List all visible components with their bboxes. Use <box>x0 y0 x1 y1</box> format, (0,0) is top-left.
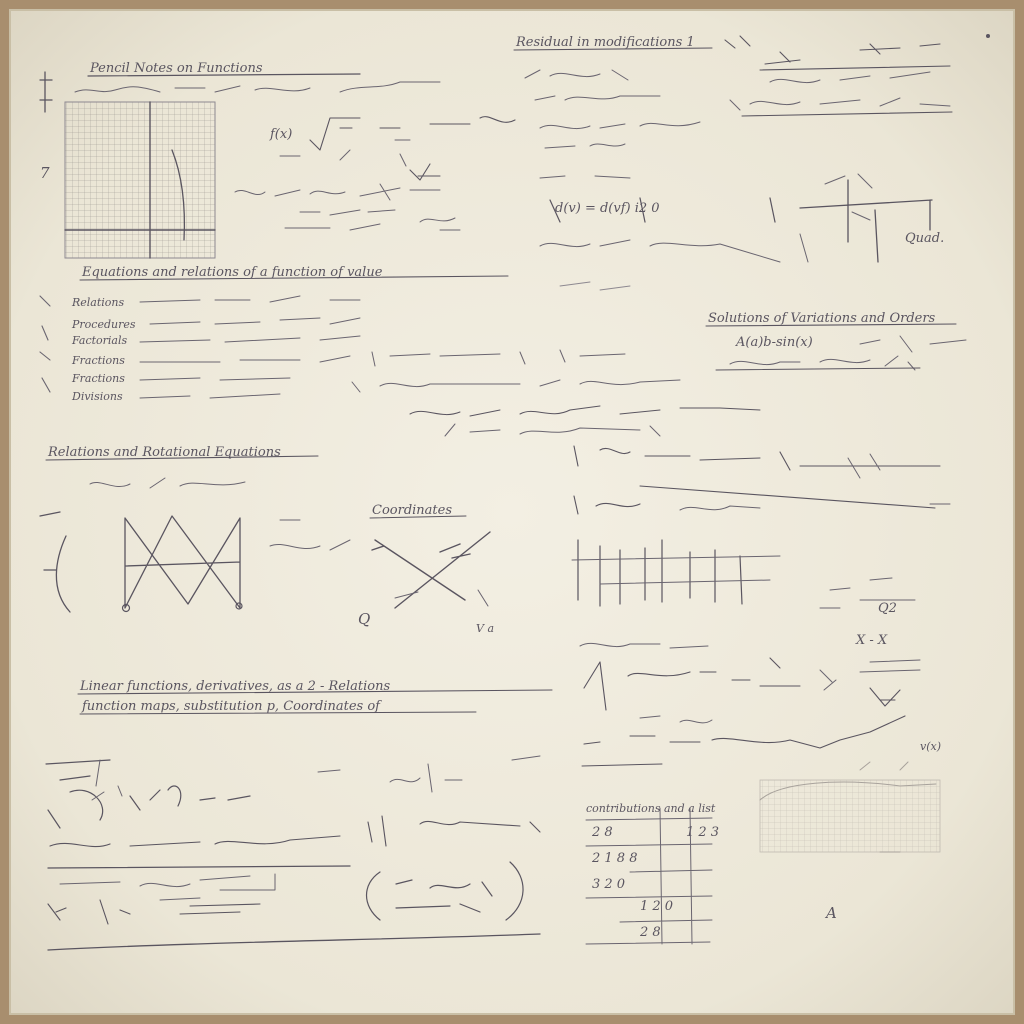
table-value: 1 2 3 <box>686 825 720 840</box>
table-value: 2 8 <box>640 925 661 940</box>
table-value: 2 1 8 8 <box>592 851 638 866</box>
formula-line: d(v) = d(vf) i2 0 <box>555 201 660 216</box>
heading-left-lower: Relations and Rotational Equations <box>48 445 281 460</box>
heading-left-middle: Equations and relations of a function of value <box>82 265 383 280</box>
point-a-label: Q <box>358 610 371 628</box>
graph-paper-plot <box>65 102 215 258</box>
table-value: 1 2 0 <box>640 899 674 914</box>
table-value: 3 2 0 <box>592 877 626 892</box>
vertex-label: V a <box>476 622 494 635</box>
heading-coordinates: Coordinates <box>372 503 453 518</box>
result-label: Q2 <box>878 601 897 616</box>
right-formula: A(a)b-sin(x) <box>736 335 813 350</box>
list-label: Fractions <box>72 354 125 367</box>
faint-graph-paper <box>760 780 940 852</box>
heading-top-left: Pencil Notes on Functions <box>90 61 263 76</box>
x-minus-label: X - X <box>856 633 888 648</box>
formula-1: f(x) <box>270 127 293 142</box>
margin-number: 7 <box>40 164 50 182</box>
vx-label: v(x) <box>920 740 942 753</box>
heading-right-middle: Solutions of Variations and Orders <box>708 311 936 326</box>
list-label: Relations <box>72 296 125 309</box>
heading-top-center: Residual in modifications 1 <box>516 35 695 50</box>
list-label: Fractions <box>72 372 125 385</box>
heading-bottom-left-a: Linear functions, derivatives, as a 2 - Relations <box>80 679 391 694</box>
heading-bottom-left-b: function maps, substitution p, Coordinates of <box>82 699 380 714</box>
quad-label: Quad. <box>905 231 945 246</box>
list-label: Factorials <box>72 334 128 347</box>
list-label: Divisions <box>72 390 123 403</box>
list-label: Procedures <box>72 318 136 331</box>
corner-mark <box>986 34 990 38</box>
table-value: 2 8 <box>592 825 613 840</box>
center-column-caption: contributions and a list <box>586 802 716 815</box>
point-b-label: A <box>826 904 837 922</box>
